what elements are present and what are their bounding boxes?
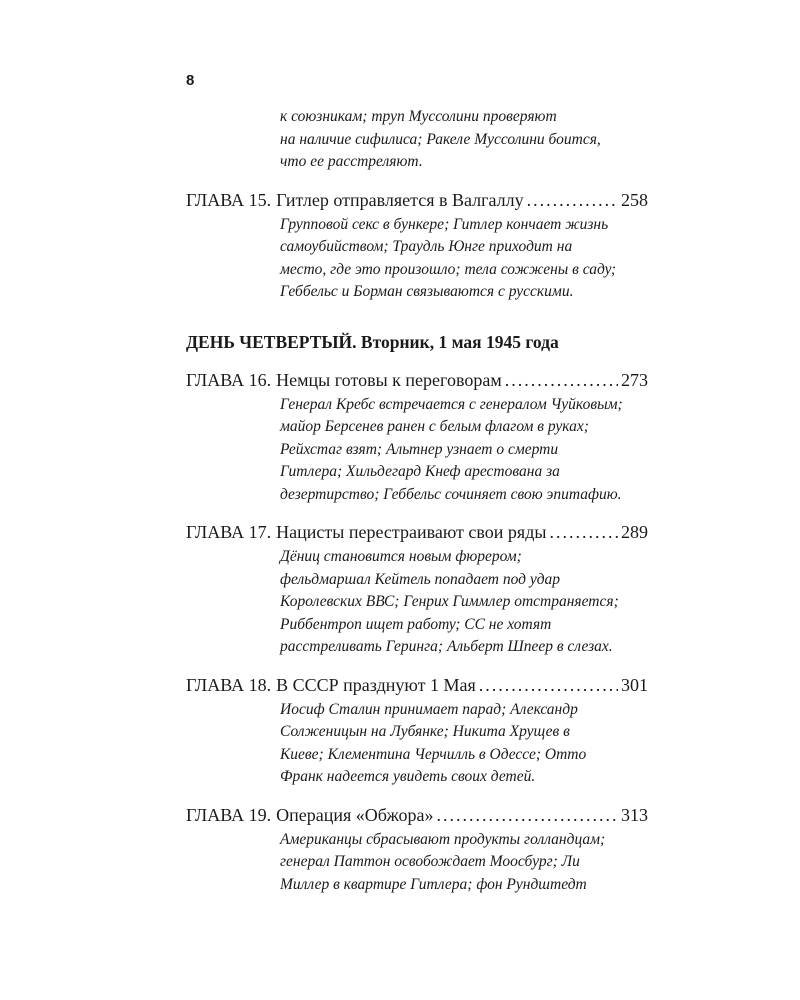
dot-leader (527, 188, 618, 212)
chapter-line[interactable] (186, 368, 648, 392)
table-of-contents (186, 106, 648, 896)
chapter-title: Нацисты перестраивают свои ряды (276, 522, 547, 542)
chapter-label: ГЛАВА 17. (186, 522, 272, 542)
chapter-description: Иосиф Сталин принимает парад; Александр Солженицын на Лубянке; Никита Хрущев в Киеве; Клементина Черчилль в Одессе; Отто Франк надеется увидеть своих детей. (280, 700, 587, 785)
chapter-line[interactable] (186, 520, 648, 544)
intro-description: к союзникам; труп Муссолини проверяют на наличие сифилиса; Ракеле Муссолини боится, что ее расстреляют. (280, 108, 601, 170)
chapter-page-number: 258 (621, 189, 648, 210)
chapter-page-number: 301 (621, 674, 648, 695)
day-heading: ДЕНЬ ЧЕТВЕРТЫЙ. Вторник, 1 мая 1945 года (186, 331, 559, 352)
chapter-description: Генерал Кребс встречается с генералом Чуйковым; майор Берсенев ранен с белым флагом в руках; Рейхстаг взят; Альтнер узнает о смерти Гитлера; Хильдегард Кнеф арестована за дезертирство; Геббельс сочиняет свою эпитафию. (280, 395, 623, 503)
chapter-entry-18 (186, 673, 648, 789)
chapter-line[interactable] (186, 803, 648, 827)
dot-leader (436, 803, 618, 827)
chapter-label: ГЛАВА 16. (186, 369, 272, 390)
chapter-label: ГЛАВА 19. (186, 804, 272, 825)
chapter-title: В СССР празднуют 1 Мая (276, 674, 476, 695)
chapter-page-number: 273 (621, 369, 648, 390)
chapter-title: Гитлер отправляется в Валгаллу (276, 189, 524, 210)
chapter-line[interactable] (186, 188, 648, 212)
chapter-page-number: 313 (621, 804, 648, 825)
chapter-entry-16 (186, 368, 648, 507)
chapter-label: ГЛАВА 18. (186, 674, 272, 695)
chapter-description: Дёниц становится новым фюрером; фельдмаршал Кейтель попадает под удар Королевских ВВС; Генрих Гиммлер отстраняется; Риббентроп ищет работу; СС не хотят расстреливать Геринга; Альберт Шпеер в слезах. (280, 548, 619, 655)
chapter-description: Групповой секс в бункере; Гитлер кончает жизнь самоубийством; Траудль Юнге приходит на место, где это произошло; тела сожжены в саду; Геббельс и Борман связываются с русскими. (280, 215, 617, 300)
dot-leader (479, 673, 618, 697)
chapter-line[interactable] (186, 673, 648, 697)
chapter-title: Операция «Обжора» (276, 804, 434, 825)
chapter-entry-17 (186, 520, 648, 659)
chapter-title: Немцы готовы к переговорам (276, 369, 502, 390)
chapter-entry-19 (186, 803, 648, 897)
page-number: 8 (186, 72, 195, 89)
chapter-page-number: 289 (621, 522, 648, 542)
chapter-label: ГЛАВА 15. (186, 189, 272, 210)
dot-leader (549, 520, 618, 544)
chapter-description: Американцы сбрасывают продукты голландцам; генерал Паттон освобождает Моосбург; Ли Миллер в квартире Гитлера; фон Рундштедт (280, 830, 606, 893)
chapter-entry-15 (186, 188, 648, 304)
dot-leader (505, 368, 618, 392)
